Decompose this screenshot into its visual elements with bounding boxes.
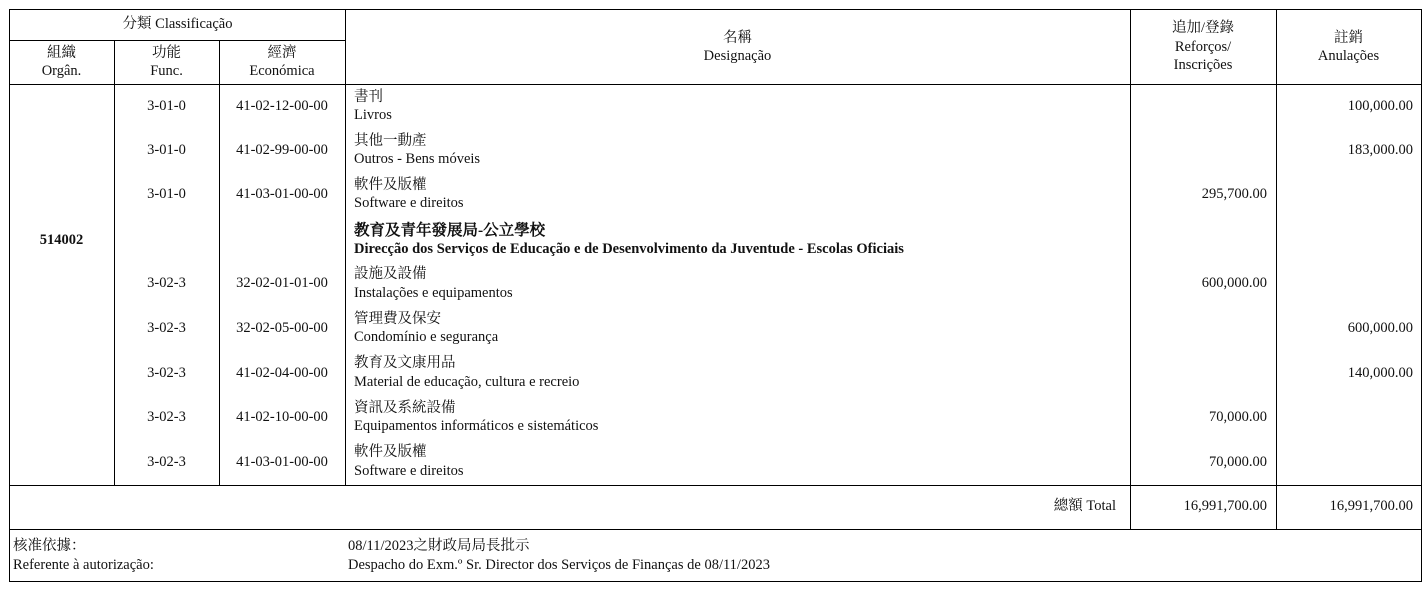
row-annul: 600,000.00 — [1347, 320, 1413, 336]
rule-page-bottom — [9, 581, 1421, 582]
rule-header-bottom — [9, 84, 1421, 85]
header-reinforce-zh: 追加/登錄 — [1171, 20, 1235, 36]
row-name-zh: 管理費及保安 — [354, 311, 441, 327]
header-reinforce-pt1: Reforços/ — [1174, 39, 1232, 55]
row-reinforce: 295,700.00 — [1201, 186, 1267, 202]
row-name-pt: Livros — [354, 107, 392, 123]
row-name-zh: 軟件及版權 — [354, 444, 427, 460]
total-reinforce: 16,991,700.00 — [1183, 498, 1267, 514]
header-annul-zh: 註銷 — [1334, 30, 1363, 46]
row-name-zh: 教育及文康用品 — [354, 355, 456, 371]
row-name-zh: 資訊及系統設備 — [354, 400, 456, 416]
header-org-zh: 組織 — [47, 45, 76, 61]
row-name-pt: Software e direitos — [354, 195, 464, 211]
row-econ-code: 41-03-01-00-00 — [236, 186, 328, 202]
rule-econ-name — [345, 9, 346, 486]
row-annul: 100,000.00 — [1347, 98, 1413, 114]
header-name-pt: Designação — [703, 48, 772, 64]
row-func-code: 3-02-3 — [147, 365, 186, 381]
row-econ-code: 32-02-01-01-00 — [236, 275, 328, 291]
section-name-zh: 教育及青年發展局-公立學校 — [354, 222, 546, 239]
row-econ-code: 41-02-04-00-00 — [236, 365, 328, 381]
authorization-text-zh: 08/11/2023之財政局局長批示 — [348, 538, 530, 554]
header-func-pt: Func. — [150, 63, 183, 79]
org-code: 514002 — [39, 232, 84, 248]
row-name-pt: Software e direitos — [354, 463, 464, 479]
row-name-zh: 其他一動產 — [354, 133, 427, 149]
row-econ-code: 41-02-99-00-00 — [236, 142, 328, 158]
header-name-zh: 名稱 — [723, 30, 752, 46]
header-func-zh: 功能 — [152, 45, 181, 61]
row-name-zh: 設施及設備 — [354, 266, 427, 282]
header-econ-zh: 經濟 — [267, 45, 297, 61]
row-name-pt: Condomínio e segurança — [354, 329, 499, 345]
row-name-zh: 書刊 — [354, 89, 383, 105]
header-econ-pt: Económica — [249, 63, 315, 79]
rule-body-bottom — [9, 485, 1421, 486]
row-func-code: 3-01-0 — [147, 186, 186, 202]
header-annul-pt: Anulações — [1317, 48, 1380, 64]
row-econ-code: 41-03-01-00-00 — [236, 454, 328, 470]
row-func-code: 3-02-3 — [147, 320, 186, 336]
authorization-label-pt: Referente à autorização: — [13, 557, 154, 573]
authorization-text-pt: Despacho do Exm.º Sr. Director dos Serviços de Finanças de 08/11/2023 — [348, 557, 770, 573]
row-name-pt: Instalações e equipamentos — [354, 285, 513, 301]
row-reinforce: 70,000.00 — [1209, 409, 1267, 425]
section-name-pt: Direcção dos Serviços de Educação e de Desenvolvimento da Juventude - Escolas Oficiais — [354, 241, 904, 257]
row-func-code: 3-01-0 — [147, 98, 186, 114]
total-label: 總額 Total — [1053, 498, 1116, 514]
row-func-code: 3-02-3 — [147, 275, 186, 291]
row-econ-code: 41-02-10-00-00 — [236, 409, 328, 425]
row-func-code: 3-01-0 — [147, 142, 186, 158]
row-name-pt: Material de educação, cultura e recreio — [354, 374, 580, 390]
row-reinforce: 600,000.00 — [1201, 275, 1267, 291]
header-classification: 分類 Classificação — [122, 16, 233, 32]
row-annul: 183,000.00 — [1347, 142, 1413, 158]
header-org-pt: Orgân. — [41, 63, 82, 79]
row-name-zh: 軟件及版權 — [354, 177, 427, 193]
rule-total-bottom — [9, 529, 1421, 530]
rule-top — [9, 9, 1421, 10]
rule-name-reinforce — [1130, 9, 1131, 530]
row-econ-code: 32-02-05-00-00 — [236, 320, 328, 336]
row-econ-code: 41-02-12-00-00 — [236, 98, 328, 114]
rule-right-edge — [1421, 9, 1422, 582]
authorization-label-zh: 核准依據： — [13, 538, 86, 554]
row-reinforce: 70,000.00 — [1209, 454, 1267, 470]
rule-classification-bottom — [9, 40, 346, 41]
row-func-code: 3-02-3 — [147, 454, 186, 470]
rule-left-edge — [9, 9, 10, 582]
row-func-code: 3-02-3 — [147, 409, 186, 425]
row-name-pt: Outros - Bens móveis — [354, 151, 481, 167]
row-name-pt: Equipamentos informáticos e sistemáticos — [354, 418, 599, 434]
row-annul: 140,000.00 — [1347, 365, 1413, 381]
total-annul: 16,991,700.00 — [1329, 498, 1413, 514]
rule-reinforce-annul — [1276, 9, 1277, 530]
header-reinforce-pt2: Inscrições — [1173, 57, 1233, 73]
